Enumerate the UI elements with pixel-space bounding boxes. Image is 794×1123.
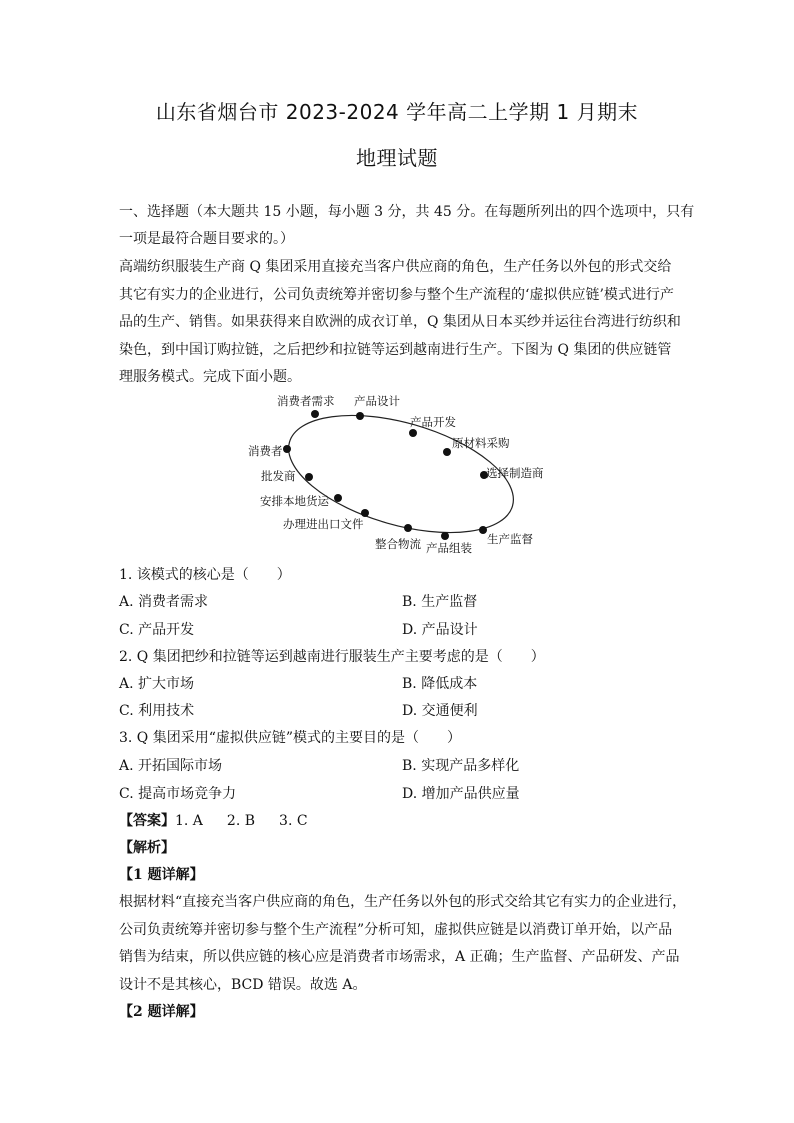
answer-2: 2. B	[226, 813, 256, 829]
passage-line: 其它有实力的企业进行，公司负责统筹并密切参与整个生产流程的‘虚拟供应链’模式进行产	[119, 287, 674, 303]
node-label-raw-material: 原材料采购	[452, 436, 510, 450]
section-instruction-cont: 一项是最符合题目要求的。）	[119, 231, 294, 247]
node-label-product-assembly: 产品组装	[426, 541, 472, 555]
page-subtitle: 地理试题	[356, 146, 438, 170]
node-dot-wholesaler	[305, 473, 313, 481]
question-option: C. 利用技术	[119, 703, 195, 719]
node-dot-import-export-docs	[361, 509, 369, 517]
analysis-text: 公司负责统筹并密切参与整个生产流程”分析可知，虚拟供应链是以消费订单开始，以产品	[119, 922, 673, 938]
analysis-text: 设计不是其核心，BCD 错误。故选 A。	[119, 977, 367, 993]
passage-line: 品的生产、销售。如果获得来自欧洲的成衣订单，Q 集团从日本买纱并运往台湾进行纺织和	[119, 314, 681, 330]
node-dot-logistics	[404, 524, 412, 532]
passage-line: 染色，到中国订购拉链，之后把纱和拉链等运到越南进行生产。下图为 Q 集团的供应链管	[119, 342, 672, 358]
detail-1-label: 【1 题详解】	[119, 867, 204, 883]
node-dot-raw-material	[443, 448, 451, 456]
answer-1: 1. A	[175, 813, 203, 829]
question-option: B. 实现产品多样化	[402, 758, 520, 774]
question-option: A. 扩大市场	[119, 676, 195, 692]
analysis-text: 根据材料“直接充当客户供应商的角色，生产任务以外包的形式交给其它有实力的企业进行，	[119, 894, 687, 910]
question-stem: 3. Q 集团采用“虚拟供应链”模式的主要目的是（ ）	[119, 730, 462, 746]
node-dot-consumer	[283, 445, 291, 453]
passage-line: 理服务模式。完成下面小题。	[119, 369, 301, 385]
question-stem: 1. 该模式的核心是（ ）	[119, 567, 291, 583]
node-dot-product-design	[356, 412, 364, 420]
node-label-consumer: 消费者	[248, 444, 283, 458]
analysis-label: 【解析】	[119, 840, 175, 856]
question-option: D. 交通便利	[402, 703, 478, 719]
question-option: C. 提高市场竞争力	[119, 786, 237, 802]
node-label-product-development: 产品开发	[410, 415, 456, 429]
node-dot-product-development	[409, 429, 417, 437]
answer-label: 【答案】	[119, 813, 175, 829]
question-option: D. 增加产品供应量	[402, 786, 520, 802]
node-label-product-design: 产品设计	[354, 394, 400, 408]
question-option: D. 产品设计	[402, 622, 478, 638]
node-label-wholesaler: 批发商	[261, 469, 296, 483]
page-title: 山东省烟台市 2023-2024 学年高二上学期 1 月期末	[155, 100, 639, 124]
analysis-text: 销售为结束，所以供应链的核心应是消费者市场需求，A 正确；生产监督、产品研发、产品	[119, 949, 680, 965]
supply-chain-diagram	[230, 388, 570, 558]
node-dot-consumer-demand	[311, 410, 319, 418]
node-dot-production-supervision	[479, 526, 487, 534]
node-dot-product-assembly	[441, 532, 449, 540]
passage-line: 高端纺织服装生产商 Q 集团采用直接充当客户供应商的角色，生产任务以外包的形式交给	[119, 259, 672, 275]
answer-3: 3. C	[279, 813, 308, 829]
question-stem: 2. Q 集团把纱和拉链等运到越南进行服装生产主要考虑的是（ ）	[119, 649, 545, 665]
question-option: B. 降低成本	[402, 676, 478, 692]
section-instruction: 一、选择题（本大题共 15 小题，每小题 3 分，共 45 分。在每题所列出的四个选项中，只有	[119, 204, 695, 220]
question-option: A. 开拓国际市场	[119, 758, 223, 774]
node-label-logistics: 整合物流	[375, 537, 421, 551]
question-option: C. 产品开发	[119, 622, 195, 638]
node-label-local-freight: 安排本地货运	[260, 494, 329, 508]
node-label-production-supervision: 生产监督	[487, 532, 533, 546]
node-label-choose-manufacturer: 选择制造商	[486, 466, 544, 480]
node-dot-local-freight	[334, 494, 342, 502]
question-option: A. 消费者需求	[119, 594, 209, 610]
node-label-consumer-demand: 消费者需求	[277, 394, 335, 408]
question-option: B. 生产监督	[402, 594, 478, 610]
node-label-import-export-docs: 办理进出口文件	[283, 517, 364, 531]
detail-2-label: 【2 题详解】	[119, 1004, 204, 1020]
answer-line	[119, 812, 308, 830]
